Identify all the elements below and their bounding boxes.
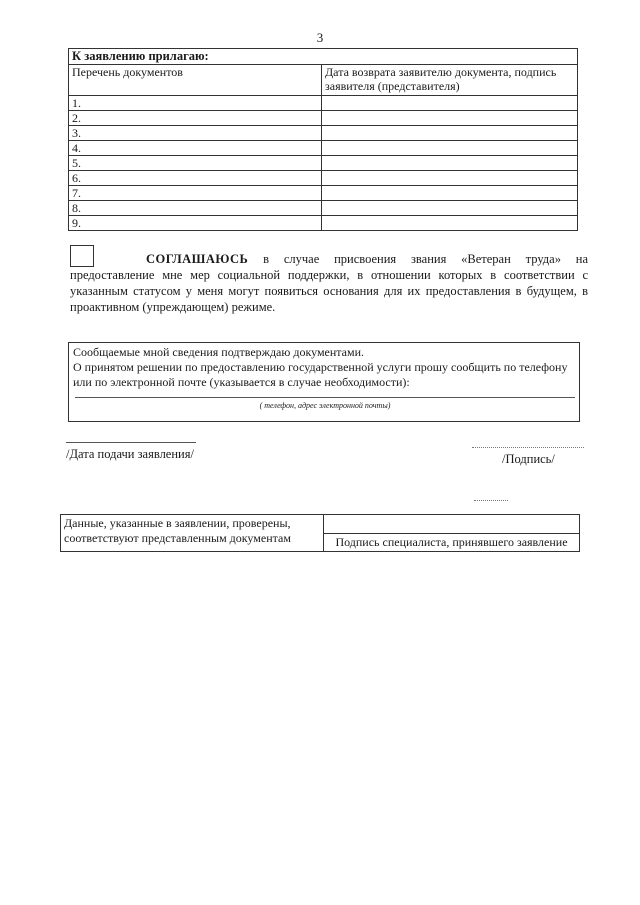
consent-label: СОГЛАШАЮСЬ (146, 252, 249, 266)
specialist-signature-label: Подпись специалиста, принявшего заявление (324, 534, 580, 552)
document-row-number[interactable]: 3. (69, 126, 322, 141)
date-label: /Дата подачи заявления/ (66, 447, 194, 461)
document-return-cell[interactable] (322, 216, 578, 231)
document-row-number[interactable]: 6. (69, 171, 322, 186)
document-row (69, 186, 578, 201)
document-return-cell[interactable] (322, 156, 578, 171)
document-row (69, 156, 578, 171)
document-row (69, 201, 578, 216)
specialist-signature-field[interactable] (324, 515, 580, 534)
column-return-date: Дата возврата заявителю документа, подпись заявителя (представителя) (322, 65, 578, 96)
document-row-number[interactable]: 8. (69, 201, 322, 216)
document-return-cell[interactable] (322, 126, 578, 141)
date-fill-line[interactable] (66, 442, 196, 443)
attachments-table (68, 48, 578, 231)
contact-caption: ( телефон, адрес электронной почты) (259, 401, 391, 410)
divider (474, 500, 508, 501)
document-row-number[interactable]: 9. (69, 216, 322, 231)
document-row-number[interactable]: 7. (69, 186, 322, 201)
document-row (69, 126, 578, 141)
document-return-cell[interactable] (322, 171, 578, 186)
verification-table (60, 514, 580, 552)
signature-fill-line[interactable] (472, 447, 584, 448)
confirmation-line-2: О принятом решении по предоставлению государственной услуги прошу сообщить по телефону или по электронной почте (указывается в случае необходимости): (73, 360, 568, 389)
document-row-number[interactable]: 5. (69, 156, 322, 171)
signature-label: /Подпись/ (502, 452, 555, 466)
column-documents: Перечень документов (69, 65, 322, 96)
consent-text: в случае присвоения звания «Ветеран труда» на предоставление мне мер социальной поддержки, в отношении которых в соответствии с указанным статусом у меня могут появиться основания для их предоставления в будущем, в проактивном (упреждающем) режиме. (70, 252, 589, 314)
verification-text: Данные, указанные в заявлении, проверены, соответствуют представленным документам (61, 515, 324, 552)
document-row (69, 171, 578, 186)
confirmation-box (68, 342, 580, 422)
document-row (69, 111, 578, 126)
page-number: 3 (316, 30, 324, 45)
document-row (69, 96, 578, 111)
document-row (69, 216, 578, 231)
attachments-title: К заявлению прилагаю: (69, 49, 578, 65)
document-return-cell[interactable] (322, 111, 578, 126)
document-return-cell[interactable] (322, 186, 578, 201)
document-return-cell[interactable] (322, 201, 578, 216)
consent-paragraph (70, 251, 588, 315)
document-row-number[interactable]: 1. (69, 96, 322, 111)
document-row-number[interactable]: 4. (69, 141, 322, 156)
confirmation-line-1: Сообщаемые мной сведения подтверждаю документами. (73, 345, 365, 359)
contact-fill-line[interactable] (75, 397, 575, 398)
document-return-cell[interactable] (322, 96, 578, 111)
document-row-number[interactable]: 2. (69, 111, 322, 126)
document-return-cell[interactable] (322, 141, 578, 156)
document-row (69, 141, 578, 156)
